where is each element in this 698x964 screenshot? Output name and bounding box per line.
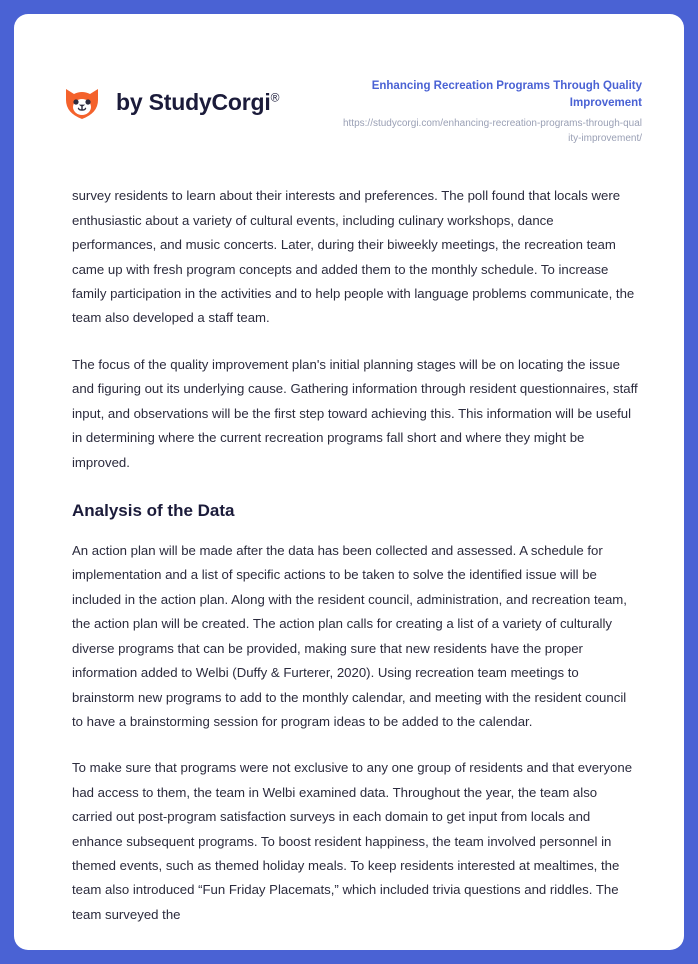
document-meta (342, 78, 642, 146)
registered-mark: ® (270, 89, 280, 104)
paragraph: The focus of the quality improvement plan's initial planning stages will be on locating the issue and figuring out its underlying cause. Gathering information through resident questionnaires, staff input, and observations will be the first step toward achieving this. This information will be useful in determining where the current recreation programs fall short and where they might be improved. (72, 356, 638, 470)
brand-name-text: by StudyCorgi (116, 88, 271, 115)
document-title: Enhancing Recreation Programs Through Quality Improvement (371, 80, 642, 109)
brand-name (116, 89, 279, 116)
corgi-fox-logo-icon (60, 80, 104, 124)
paragraph: survey residents to learn about their interests and preferences. The poll found that locals were enthusiastic about a variety of cultural events, including culinary workshops, dance performances, and music concerts. Later, during their biweekly meetings, the recreation team came up with fresh program concepts and added them to the monthly schedule. To increase family participation in the activities and to help people with language problems communicate, the team also developed a staff team. (72, 188, 635, 326)
document-sheet (14, 14, 684, 950)
document-header (14, 14, 684, 146)
document-url[interactable]: https://studycorgi.com/enhancing-recreation-programs-through-quality-improvement/ (342, 118, 642, 144)
paragraph: An action plan will be made after the data has been collected and assessed. A schedule for implementation and a list of specific actions to be taken to solve the identified issue will be included in the action plan. Along with the resident council, administration, and recreation team, the action plan will be created. The action plan calls for creating a list of a variety of culturally diverse programs that can be provided, making sure that new residents have the proper information added to Welbi (Duffy & Furterer, 2020). Using recreation team meetings to brainstorm new programs to add to the monthly calendar, and meeting with the resident council to have a brainstorming session for program ideas to be added to the calendar. (72, 542, 627, 729)
document-body (14, 184, 684, 927)
section-heading: Analysis of the Data (72, 500, 235, 520)
brand-logo[interactable] (60, 80, 279, 124)
paragraph: To make sure that programs were not exclusive to any one group of residents and that everyone had access to them, the team in Welbi examined data. Throughout the year, the team also carried out post-program satisfaction surveys in each domain to get input from locals and enhance subsequent programs. To boost resident happiness, the team involved personnel in themed events, such as themed holiday meals. To keep residents interested at mealtimes, the team also introduced “Fun Friday Placemats,” which included trivia questions and riddles. The team surveyed the (72, 760, 633, 922)
